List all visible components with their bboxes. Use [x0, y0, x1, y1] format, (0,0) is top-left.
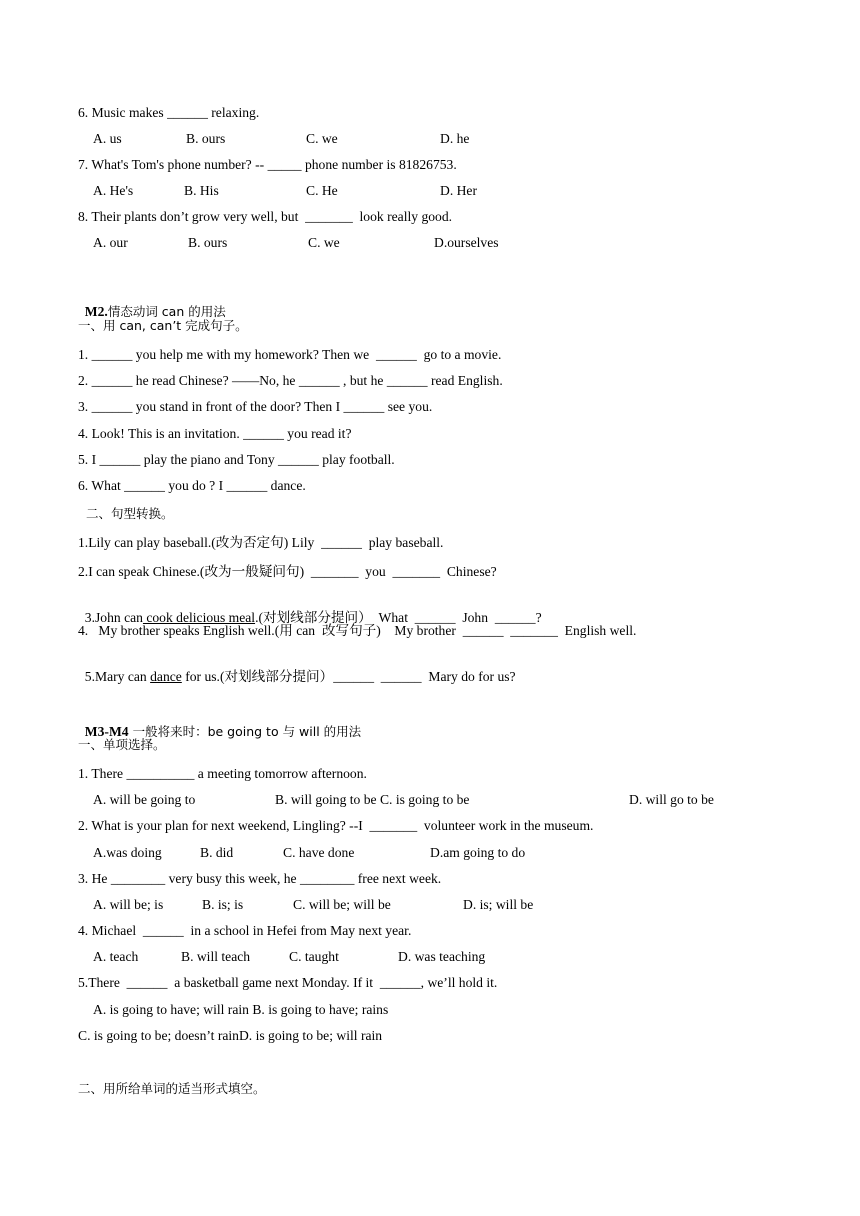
option-a: A. He's — [93, 183, 134, 198]
m2-transform-4: 4. My brother speaks English well.(用 can 改写句子) My brother ______ _______ English well. — [78, 623, 637, 638]
option-a: A.was doing — [93, 845, 162, 860]
m34-question-5-options-ab: A. is going to have; will rain B. is going to have; rains — [93, 1002, 389, 1017]
m34-question-5-options-cd: C. is going to be; doesn’t rainD. is going to be; will rain — [78, 1028, 383, 1043]
option-a: A. our — [93, 235, 128, 250]
m2-sentence-3: 3. ______ you stand in front of the door? Then I ______ see you. — [78, 399, 433, 414]
m2-transform-3 — [78, 594, 542, 626]
question-7-options — [0, 183, 860, 199]
option-c: C. we — [308, 235, 340, 250]
m34-question-2-stem: 2. What is your plan for next weekend, Lingling? --I _______ volunteer work in the museum. — [78, 818, 594, 833]
section-m2-title — [78, 288, 226, 320]
question-6-stem: 6. Music makes ______ relaxing. — [78, 105, 260, 120]
m34-part1-heading: 一、单项选择。 — [78, 737, 166, 752]
option-d: D. he — [440, 131, 470, 146]
m34-question-4-options — [0, 949, 860, 965]
option-d: D.am going to do — [430, 845, 526, 860]
m2-part1-heading: 一、用 can, can’t 完成句子。 — [78, 318, 248, 333]
m2-sentence-1: 1. ______ you help me with my homework? Then we ______ go to a movie. — [78, 347, 502, 362]
m2-sentence-5: 5. I ______ play the piano and Tony ______ play football. — [78, 452, 395, 467]
question-8-options — [0, 235, 860, 251]
m34-question-1-options — [0, 792, 860, 808]
question-6-options — [0, 131, 860, 147]
underlined-word: dance — [150, 669, 182, 684]
transform-5-end: for us.(对划线部分提问）______ ______ Mary do for us? — [181, 669, 516, 684]
section-topic: 情态动词 can 的用法 — [107, 304, 226, 319]
m2-transform-5 — [78, 653, 516, 685]
option-b: B. ours — [186, 131, 226, 146]
m34-question-3-options — [0, 897, 860, 913]
section-topic: 一般将来时：be going to 与 will 的用法 — [128, 724, 362, 739]
option-d: D. is; will be — [463, 897, 534, 912]
option-c: C. have done — [283, 845, 355, 860]
transform-3-start: 3.John can — [84, 610, 143, 625]
m34-question-1-stem: 1. There __________ a meeting tomorrow afternoon. — [78, 766, 367, 781]
question-8-stem: 8. Their plants don’t grow very well, but _______ look really good. — [78, 209, 453, 224]
m34-question-2-options — [0, 845, 860, 861]
option-b: B. ours — [188, 235, 228, 250]
m2-transform-2: 2.I can speak Chinese.(改为一般疑问句) _______ you _______ Chinese? — [78, 564, 497, 579]
section-code: M2. — [84, 304, 108, 319]
option-a: A. us — [93, 131, 122, 146]
option-c: C. will be; will be — [293, 897, 391, 912]
section-m34-title — [78, 708, 361, 740]
m34-question-5-stem: 5.There ______ a basketball game next Monday. If it ______, we’ll hold it. — [78, 975, 498, 990]
m2-transform-1: 1.Lily can play baseball.(改为否定句) Lily ______ play baseball. — [78, 535, 444, 550]
m34-question-3-stem: 3. He ________ very busy this week, he ________ free next week. — [78, 871, 442, 886]
option-b: B. will teach — [181, 949, 251, 964]
question-7-stem: 7. What's Tom's phone number? -- _____ phone number is 81826753. — [78, 157, 457, 172]
option-b-c: B. will going to be C. is going to be — [275, 792, 470, 807]
m2-sentence-6: 6. What ______ you do ? I ______ dance. — [78, 478, 306, 493]
option-b: B. His — [184, 183, 219, 198]
option-b: B. did — [200, 845, 234, 860]
m2-part2-heading: 二、句型转换。 — [86, 506, 174, 521]
m2-sentence-2: 2. ______ he read Chinese? ——No, he ______ , but he ______ read English. — [78, 373, 503, 388]
option-c: C. we — [306, 131, 338, 146]
option-d: D. Her — [440, 183, 477, 198]
m34-question-4-stem: 4. Michael ______ in a school in Hefei from May next year. — [78, 923, 412, 938]
option-d: D. was teaching — [398, 949, 486, 964]
underlined-phrase: cook delicious meal — [142, 610, 256, 625]
transform-3-end: .(对划线部分提问） What ______ John ______? — [255, 610, 542, 625]
m2-sentence-4: 4. Look! This is an invitation. ______ you read it? — [78, 426, 352, 441]
option-c: C. He — [306, 183, 338, 198]
option-a: A. teach — [93, 949, 139, 964]
option-d: D. will go to be — [629, 792, 714, 807]
option-a: A. will be going to — [93, 792, 196, 807]
m34-part2-heading: 二、用所给单词的适当形式填空。 — [78, 1081, 266, 1096]
transform-5-start: 5.Mary can — [84, 669, 151, 684]
option-c: C. taught — [289, 949, 339, 964]
option-d: D.ourselves — [434, 235, 499, 250]
option-b: B. is; is — [202, 897, 244, 912]
section-code: M3-M4 — [84, 724, 129, 739]
option-a: A. will be; is — [93, 897, 164, 912]
